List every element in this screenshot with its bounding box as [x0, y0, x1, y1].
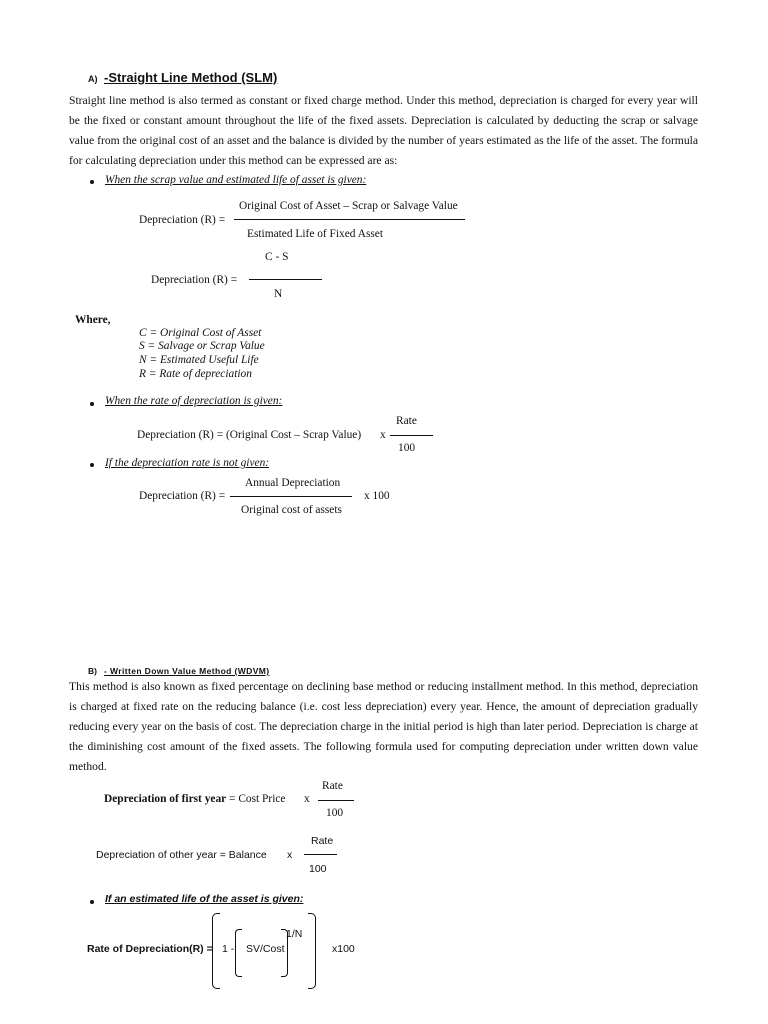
formula1-fraction-bar	[234, 219, 465, 220]
formula1-denominator: Estimated Life of Fixed Asset	[247, 228, 384, 240]
inner-left-bracket	[235, 929, 242, 977]
section-a-letter: A)	[88, 74, 98, 84]
formula6-denominator: 100	[309, 863, 327, 875]
bullet-dot	[90, 402, 94, 406]
formula1-numerator: Original Cost of Asset – Scrap or Salvage Value	[239, 200, 458, 212]
formula3-numerator: Rate	[396, 415, 417, 427]
bullet-estimated-life-given: If an estimated life of the asset is given:	[105, 893, 304, 905]
formula6-numerator: Rate	[311, 835, 334, 847]
formula3-times: x	[380, 429, 386, 441]
formula7-inner: SV/Cost	[246, 943, 285, 955]
formula6-fraction-bar	[304, 854, 337, 855]
outer-left-bracket	[212, 913, 220, 989]
formula2-numerator: C - S	[265, 251, 289, 263]
where-item: R = Rate of depreciation	[139, 368, 252, 380]
where-label: Where,	[75, 314, 111, 326]
formula5-times: x	[304, 793, 310, 805]
formula5-denominator: 100	[326, 807, 344, 819]
formula4-suffix: x 100	[364, 490, 390, 502]
formula3-denominator: 100	[398, 442, 416, 454]
section-b-letter: B)	[88, 666, 97, 676]
bullet-dot	[90, 900, 94, 904]
formula4-numerator: Annual Depreciation	[245, 477, 341, 489]
outer-right-bracket	[308, 913, 316, 989]
formula1-lhs: Depreciation (R) =	[139, 214, 226, 226]
formula7-exponent: 1/N	[286, 928, 303, 940]
formula4-denominator: Original cost of assets	[241, 504, 342, 516]
bullet-rate-given: When the rate of depreciation is given:	[105, 395, 283, 407]
formula2-denominator: N	[274, 288, 283, 300]
formula7-lhs: Rate of Depreciation(R) =	[87, 943, 213, 955]
formula5-numerator: Rate	[322, 780, 343, 792]
where-item: C = Original Cost of Asset	[139, 327, 262, 339]
where-item: N = Estimated Useful Life	[139, 354, 259, 366]
formula5-lhs-rest: = Cost Price	[226, 793, 286, 805]
formula5-lhs-bold: Depreciation of first year	[104, 793, 227, 805]
formula4-lhs: Depreciation (R) =	[139, 490, 226, 502]
formula6-times: x	[287, 849, 293, 861]
section-b-paragraph: This method is also known as fixed percentage on declining base method or reducing installment method. In this method, depreciation is charged at fixed rate on the reducing balance (i.e. cost less depreciation) every year. Hence, the amount of depreciation gradually reducing every year on the basis of cost. The depreciation charge in the initial period is high than later period. Depreciation is charge at the diminishing cost amount of the fixed assets. The following formula used for computing depreciation under written down value method.	[69, 680, 698, 773]
formula3-lhs: Depreciation (R) = (Original Cost – Scrap Value)	[137, 429, 362, 441]
bullet-rate-not-given: If the depreciation rate is not given:	[105, 457, 270, 469]
where-item: S = Salvage or Scrap Value	[139, 340, 265, 352]
formula5-fraction-bar	[318, 800, 354, 801]
formula3-fraction-bar	[390, 435, 433, 436]
formula6-lhs: Depreciation of other year = Balance	[96, 849, 267, 861]
formula2-lhs: Depreciation (R) =	[151, 274, 238, 286]
formula7-suffix: x100	[332, 943, 355, 955]
formula2-fraction-bar	[249, 279, 322, 280]
formula4-fraction-bar	[230, 496, 352, 497]
section-a-title: -Straight Line Method (SLM)	[104, 70, 278, 85]
section-a-paragraph: Straight line method is also termed as constant or fixed charge method. Under this method, depreciation is charged for every year will be the fixed or constant amount throughout the life of the fixed assets. Depreciation is calculated by deducting the scrap or salvage value from the original cost of an asset and the balance is divided by the number of years estimated as the life of the asset. The formula for calculating depreciation under this method can be expressed are as:	[69, 94, 698, 167]
formula7-one-minus: 1 -	[222, 943, 235, 955]
bullet-scrap-value-given: When the scrap value and estimated life of asset is given:	[105, 174, 367, 186]
formula5-lhs	[104, 793, 285, 805]
bullet-dot	[90, 463, 94, 467]
section-b-title: - Written Down Value Method (WDVM)	[104, 666, 270, 676]
bullet-dot	[90, 180, 94, 184]
